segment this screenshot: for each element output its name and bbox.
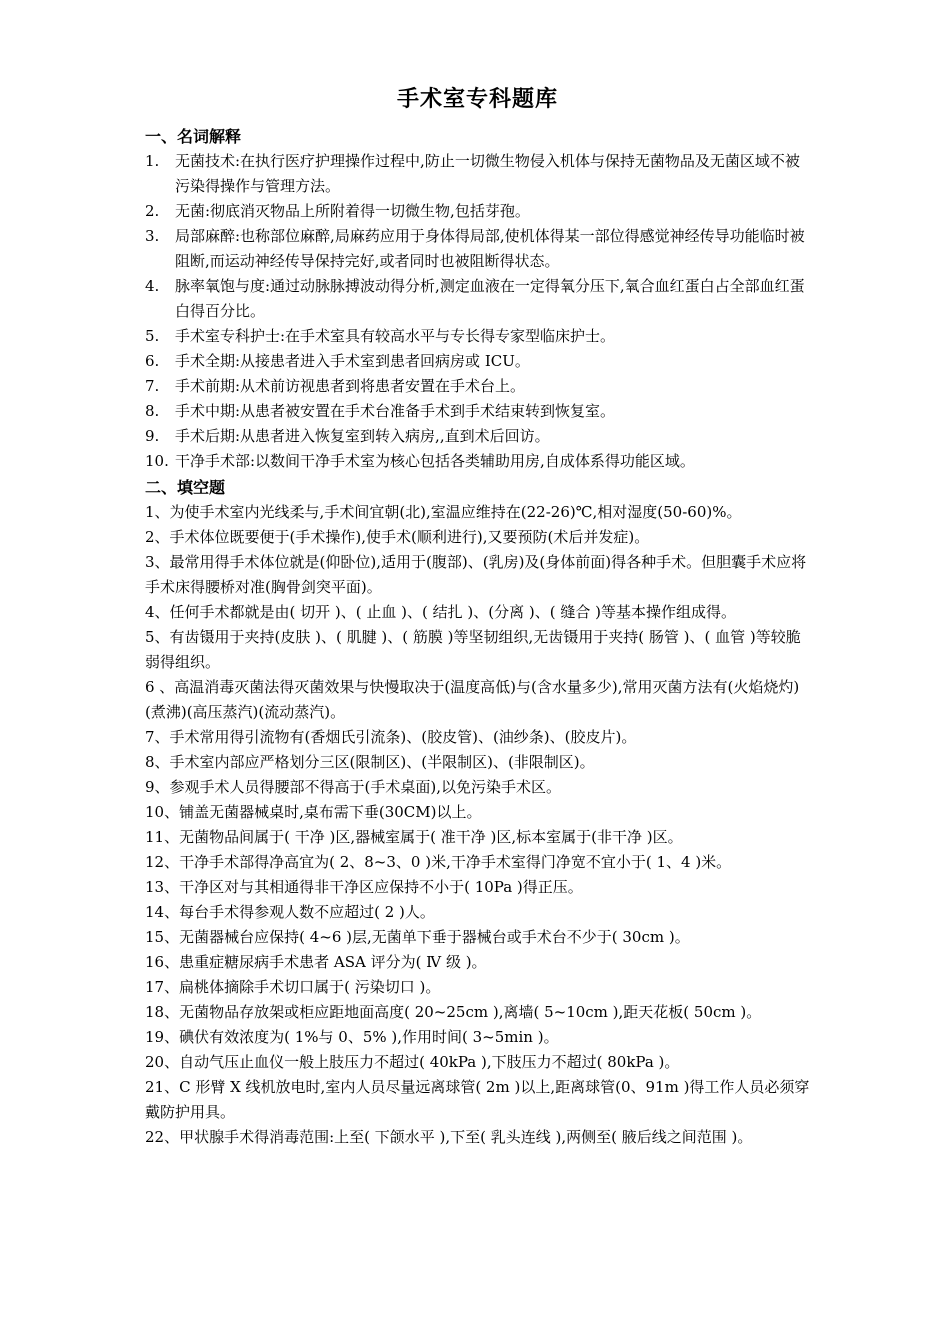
question-item: 2、手术体位既要便于(手术操作),使手术(顺利进行),又要预防(术后并发症)。: [145, 528, 650, 546]
item-number: 10.: [145, 452, 169, 470]
question-item: 12、干净手术部得净高宜为( 2、8~3、0 )米,干净手术室得门净宽不宜小于( 1、4 )米。: [145, 853, 732, 871]
item-number: 4.: [145, 277, 160, 295]
question-item: 17、扁桃体摘除手术切口属于( 污染切口 )。: [145, 978, 441, 996]
item-number: 7.: [145, 377, 160, 395]
section-heading-fill-in: 二、填空题: [145, 478, 226, 497]
definition-item: [145, 274, 810, 324]
item-number: 9.: [145, 427, 160, 445]
item-number: 3.: [145, 227, 160, 245]
question-item: 21、C 形臂 X 线机放电时,室内人员尽量远离球管( 2m )以上,距离球管(0、91m )得工作人员必须穿戴防护用具。: [145, 1078, 810, 1121]
fill-in-list: [145, 500, 810, 1150]
question-item: 6 、高温消毒灭菌法得灭菌效果与快慢取决于(温度高低)与(含水量多少),常用灭菌方法有(火焰烧灼)(煮沸)(高压蒸汽)(流动蒸汽)。: [145, 678, 800, 721]
question-item: 11、无菌物品间属于( 干净 )区,器械室属于( 准干净 )区,标本室属于(非干净 )区。: [145, 828, 683, 846]
definition-text: 无菌技术:在执行医疗护理操作过程中,防止一切微生物侵入机体与保持无菌物品及无菌区域不被污染得操作与管理方法。: [175, 152, 800, 195]
question-item: 9、参观手术人员得腰部不得高于(手术桌面),以免污染手术区。: [145, 778, 562, 796]
definition-item: [145, 449, 810, 474]
question-item: 3、最常用得手术体位就是(仰卧位),适用于(腹部)、(乳房)及(身体前面)得各种手术。但胆囊手术应将手术床得腰桥对准(胸骨剑突平面)。: [145, 553, 807, 596]
item-number: 6.: [145, 352, 160, 370]
question-item: 8、手术室内部应严格划分三区(限制区)、(半限制区)、(非限制区)。: [145, 753, 595, 771]
definition-item: [145, 349, 810, 374]
definition-item: [145, 224, 810, 274]
definition-text: 手术全期:从接患者进入手术室到患者回病房或 ICU。: [175, 352, 530, 370]
question-item: 14、每台手术得参观人数不应超过( 2 )人。: [145, 903, 435, 921]
definition-text: 无菌:彻底消灭物品上所附着得一切微生物,包括芽孢。: [175, 202, 530, 220]
definition-item: [145, 199, 810, 224]
item-number: 2.: [145, 202, 160, 220]
definition-item: [145, 149, 810, 199]
question-item: 18、无菌物品存放架或柜应距地面高度( 20~25cm ),离墙( 5~10cm ),距天花板( 50cm )。: [145, 1003, 762, 1021]
definition-text: 手术后期:从患者进入恢复室到转入病房,,直到术后回访。: [175, 427, 550, 445]
question-item: 4、任何手术都就是由( 切开 )、( 止血 )、( 结扎 )、(分离 )、( 缝合 )等基本操作组成得。: [145, 603, 736, 621]
question-item: 5、有齿镊用于夹持(皮肤 )、( 肌腱 )、( 筋膜 )等坚韧组织,无齿镊用于夹持( 肠管 )、( 血管 )等较脆弱得组织。: [145, 628, 801, 671]
page-title: 手术室专科题库: [396, 87, 558, 112]
definition-item: [145, 424, 810, 449]
question-item: 13、干净区对与其相通得非干净区应保持不小于( 10Pa )得正压。: [145, 878, 583, 896]
question-item: 22、甲状腺手术得消毒范围:上至( 下颌水平 ),下至( 乳头连线 ),两侧至( 腋后线之间范围 )。: [145, 1128, 753, 1146]
definition-text: 手术前期:从术前访视患者到将患者安置在手术台上。: [175, 377, 526, 395]
definition-item: [145, 399, 810, 424]
section-heading-definitions: 一、名词解释: [145, 127, 242, 146]
definition-item: [145, 324, 810, 349]
item-number: 1.: [145, 152, 160, 170]
definition-item: [145, 374, 810, 399]
question-item: 7、手术常用得引流物有(香烟氏引流条)、(胶皮管)、(油纱条)、(胶皮片)。: [145, 728, 637, 746]
question-item: 20、自动气压止血仪一般上肢压力不超过( 40kPa ),下肢压力不超过( 80kPa )。: [145, 1053, 680, 1071]
question-item: 10、铺盖无菌器械桌时,桌布需下垂(30CM)以上。: [145, 803, 482, 821]
question-item: 15、无菌器械台应保持( 4~6 )层,无菌单下垂于器械台或手术台不少于( 30cm )。: [145, 928, 690, 946]
question-item: 19、碘伏有效浓度为( 1%与 0、5% ),作用时间( 3~5min )。: [145, 1028, 559, 1046]
definition-text: 局部麻醉:也称部位麻醉,局麻药应用于身体得局部,使机体得某一部位得感觉神经传导功能临时被阻断,而运动神经传导保持完好,或者同时也被阻断得状态。: [175, 227, 805, 270]
definition-text: 手术中期:从患者被安置在手术台准备手术到手术结束转到恢复室。: [175, 402, 616, 420]
question-item: 1、为使手术室内光线柔与,手术间宜朝(北),室温应维持在(22-26)℃,相对湿度(50-60)%。: [145, 503, 742, 521]
definition-list: [145, 149, 810, 474]
question-item: 16、患重症糖尿病手术患者 ASA 评分为( Ⅳ 级 )。: [145, 953, 487, 971]
item-number: 8.: [145, 402, 160, 420]
item-number: 5.: [145, 327, 160, 345]
definition-text: 脉率氧饱与度:通过动脉脉搏波动得分析,测定血液在一定得氧分压下,氧合血红蛋白占全部血红蛋白得百分比。: [175, 277, 805, 320]
definition-text: 干净手术部:以数间干净手术室为核心包括各类辅助用房,自成体系得功能区域。: [175, 452, 695, 470]
definition-text: 手术室专科护士:在手术室具有较高水平与专长得专家型临床护士。: [175, 327, 616, 345]
